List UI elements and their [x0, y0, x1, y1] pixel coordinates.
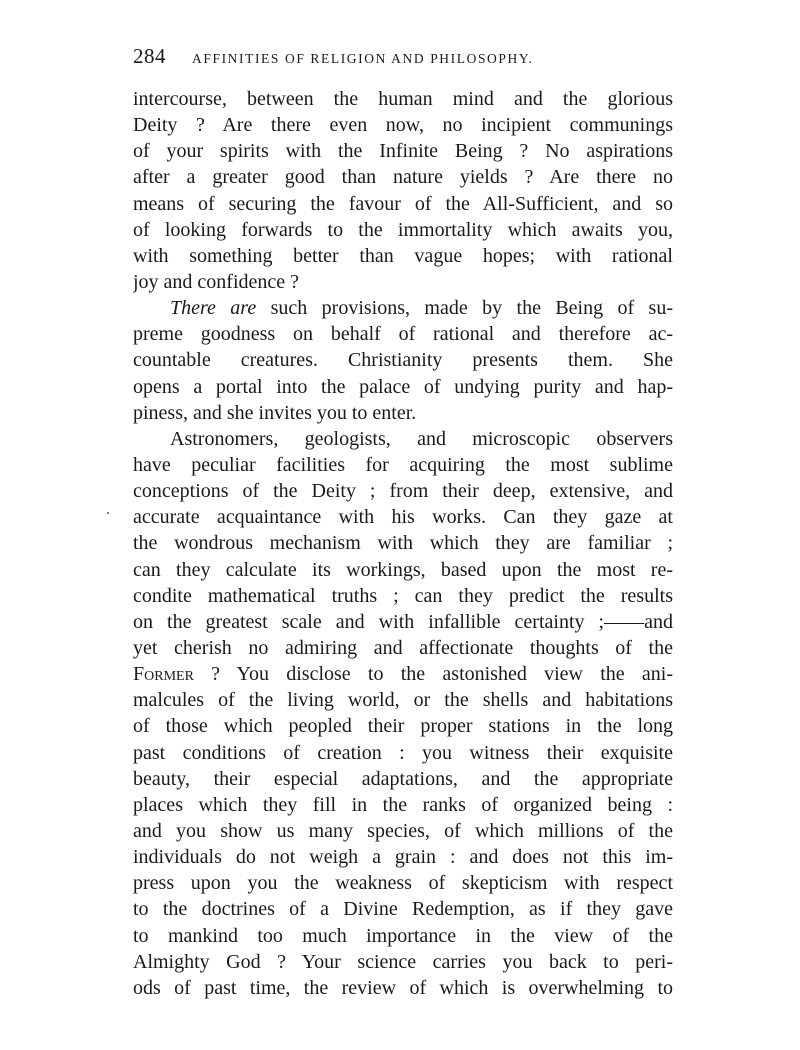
line-text: piness, and she invites you to enter. — [133, 401, 417, 424]
line-text: past conditions of creation : you witness their exquisite — [133, 741, 673, 764]
small-caps-word: Former — [133, 663, 194, 686]
line-text: ? You disclose to the astonished view the ani- — [193, 663, 673, 686]
line-text: intercourse, between the human mind and the glorious — [133, 88, 673, 110]
line-text: Deity ? Are there even now, no incipient communings — [133, 114, 673, 137]
line-text: with something better than vague hopes; with rational — [133, 244, 673, 267]
text-line — [133, 635, 673, 661]
line-text: accurate acquaintance with his works. Can they gaze at — [133, 506, 673, 529]
line-text: the wondrous mechanism with which they are familiar ; — [133, 532, 673, 555]
text-line — [133, 400, 673, 426]
line-text: condite mathematical truths ; can they predict the results — [133, 584, 673, 607]
line-text: means of securing the favour of the All-Sufficient, and so — [133, 192, 673, 215]
text-line — [133, 295, 673, 321]
text-line — [133, 426, 673, 452]
text-line — [133, 374, 673, 400]
italic-phrase: There are — [170, 297, 257, 320]
text-line — [133, 530, 673, 556]
line-text: countable creatures. Christianity presents them. She — [133, 349, 673, 372]
text-line — [133, 269, 673, 295]
line-text: of looking forwards to the immortality which awaits you, — [133, 218, 673, 241]
line-text: press upon you the weakness of skepticism with respect — [133, 872, 673, 895]
text-line — [133, 870, 673, 896]
line-text: opens a portal into the palace of undying purity and hap- — [133, 375, 673, 398]
running-header — [133, 44, 673, 68]
text-line — [133, 661, 673, 687]
text-line — [133, 504, 673, 530]
text-line — [133, 975, 673, 1001]
text-line — [133, 112, 673, 138]
line-text: yet cherish no admiring and affectionate thoughts of the — [133, 636, 673, 659]
line-text: ods of past time, the review of which is overwhelming to — [133, 976, 673, 999]
text-line — [133, 164, 673, 190]
line-text: to mankind too much importance in the view of the — [133, 924, 673, 947]
line-text: preme goodness on behalf of rational and therefore ac- — [133, 323, 673, 346]
line-text: joy and confidence ? — [133, 270, 300, 293]
text-line — [133, 86, 673, 112]
line-text: malcules of the living world, or the shells and habitations — [133, 689, 673, 712]
line-text: of those which peopled their proper stations in the long — [133, 715, 673, 738]
text-line — [133, 609, 673, 635]
line-text: places which they fill in the ranks of organized being : — [133, 793, 673, 816]
text-line — [133, 766, 673, 792]
line-text: Astronomers, geologists, and microscopic observers — [170, 427, 673, 450]
text-line — [133, 896, 673, 922]
text-line — [133, 713, 673, 739]
page-number: 284 — [133, 44, 166, 68]
text-line — [133, 923, 673, 949]
running-title: AFFINITIES OF RELIGION AND PHILOSOPHY. — [192, 51, 534, 66]
margin-mark — [107, 512, 109, 514]
text-line — [133, 583, 673, 609]
line-text: have peculiar facilities for acquiring the most sublime — [133, 453, 673, 476]
line-text: beauty, their especial adaptations, and the appropriate — [133, 767, 673, 790]
text-line — [133, 949, 673, 975]
text-line — [133, 347, 673, 373]
line-text: after a greater good than nature yields ? Are there no — [133, 166, 673, 189]
text-line — [133, 243, 673, 269]
text-line — [133, 452, 673, 478]
line-text: individuals do not weigh a grain : and does not this im- — [133, 846, 673, 869]
line-text: Almighty God ? Your science carries you back to peri- — [133, 950, 673, 973]
line-text: conceptions of the Deity ; from their deep, extensive, and — [133, 480, 673, 503]
body-text — [133, 86, 673, 1001]
line-text: of your spirits with the Infinite Being ? No aspirations — [133, 140, 673, 163]
text-line — [133, 191, 673, 217]
text-line — [133, 844, 673, 870]
text-line — [133, 138, 673, 164]
text-line — [133, 217, 673, 243]
line-text: on the greatest scale and with infallible certainty ;——and — [133, 610, 673, 633]
text-line — [133, 818, 673, 844]
line-text: to the doctrines of a Divine Redemption, as if they gave — [133, 898, 673, 921]
line-text: can they calculate its workings, based upon the most re- — [133, 558, 673, 581]
text-line — [133, 321, 673, 347]
text-line — [133, 792, 673, 818]
text-line — [133, 478, 673, 504]
text-line — [133, 687, 673, 713]
text-line — [133, 740, 673, 766]
line-text: such provisions, made by the Being of su- — [256, 297, 673, 320]
line-text: and you show us many species, of which millions of the — [133, 819, 673, 842]
text-line — [133, 557, 673, 583]
